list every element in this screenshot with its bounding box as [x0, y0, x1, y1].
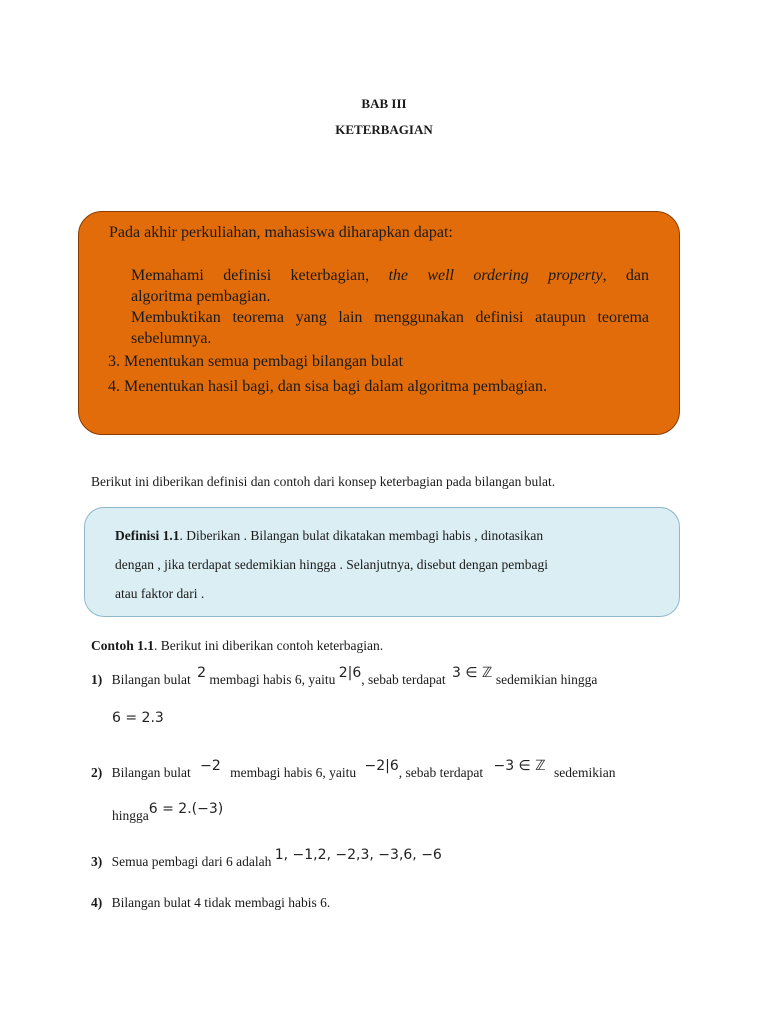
example-2-line-2: hingga6 = 2.(−3) [112, 801, 224, 823]
objective-2-line-1: Membuktikan teorema yang lain menggunakan definisi ataupun teorema [131, 309, 649, 326]
example-heading: Contoh 1.1. Berikut ini diberikan contoh keterbagian. [91, 638, 384, 653]
objective-3: 3. Menentukan semua pembagi bilangan bulat [108, 353, 404, 370]
math-expression: 6 = 2.(−3) [148, 801, 224, 817]
objective-4: 4. Menentukan hasil bagi, dan sisa bagi dalam algoritma pembagian. [108, 378, 547, 395]
objective-1-line-2: algoritma pembagian. [131, 288, 271, 305]
intro-paragraph: Berikut ini diberikan definisi dan contoh dari konsep keterbagian pada bilangan bulat. [91, 474, 556, 489]
definition-label: Definisi 1.1 [115, 528, 180, 543]
objectives-list [108, 265, 649, 397]
math-expression: 2 [197, 665, 207, 681]
example-label: Contoh 1.1 [91, 638, 155, 653]
math-expression: 2|6 [338, 665, 362, 681]
example-1-line-1: 1) Bilangan bulat 2 membagi habis 6, yaitu 2|6, sebab terdapat 3 ∈ ℤ sedemikian hingga [91, 665, 598, 687]
example-4: 4) Bilangan bulat 4 tidak membagi habis 6. [91, 895, 331, 910]
objective-1-line-1: Memahami definisi keterbagian, the well ordering property, dan [131, 267, 650, 284]
math-expression: −2|6 [364, 758, 399, 774]
example-2-line-1: 2) Bilangan bulat −2 membagi habis 6, yaitu −2|6, sebab terdapat −3 ∈ ℤ sedemikian [91, 758, 616, 780]
math-expression: 1, −1,2, −2,3, −3,6, −6 [274, 847, 442, 863]
objective-2-line-2: sebelumnya. [131, 330, 212, 347]
definition-text: Definisi 1.1. Diberikan . Bilangan bulat dikatakan membagi habis , dinotasikan dengan , jika terdapat sedemikian hingga . Selanjutnya, disebut dengan pembagi atau faktor dari . [115, 528, 549, 601]
objectives-intro: Pada akhir perkuliahan, mahasiswa diharapkan dapat: [109, 224, 453, 241]
chapter-title: KETERBAGIAN [335, 122, 433, 137]
math-expression: −2 [200, 758, 221, 774]
math-expression: 3 ∈ ℤ [452, 665, 493, 681]
math-expression: −3 ∈ ℤ [493, 758, 546, 774]
chapter-number: BAB III [361, 96, 407, 111]
example-1-equation: 6 = 2.3 [112, 710, 164, 726]
example-3: 3) Semua pembagi dari 6 adalah 1, −1,2, −2,3, −3,6, −6 [91, 847, 442, 869]
